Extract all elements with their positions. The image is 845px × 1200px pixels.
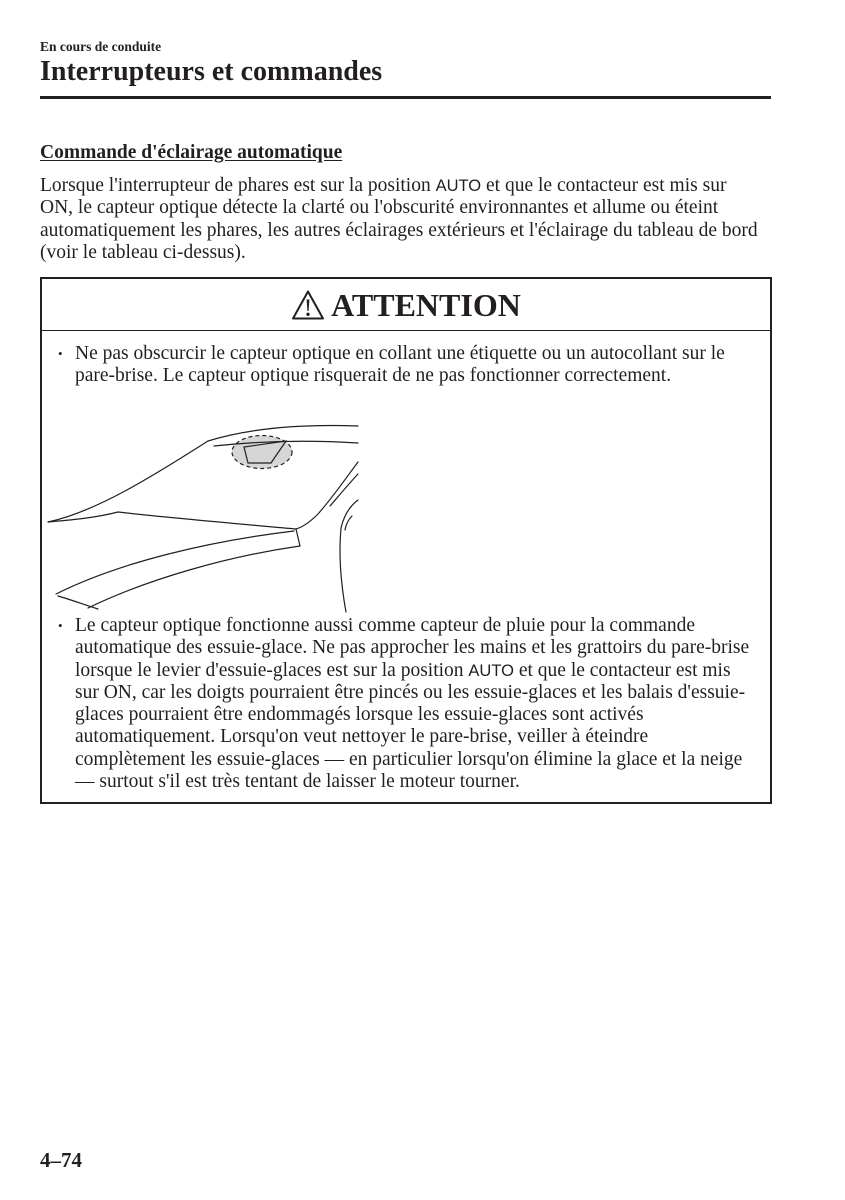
text-run: sur ON, car les doigts pourraient être pincés ou les essuie-glaces et les balais d'essuie- [75,681,746,703]
text-run: glaces pourraient être endommagés lorsque les essuie-glaces sont activés [75,704,644,726]
caution-title: ATTENTION [331,286,521,323]
text-run: ON, le capteur optique détecte la clarté ou l'obscurité environnantes et allume ou éteint [40,197,719,219]
auto-mode-label: AUTO [468,661,514,680]
bullet-line [75,704,749,726]
text-run: (voir le tableau ci-dessus). [40,241,246,263]
bullet-line [75,660,749,682]
text-run: pare-brise. Le capteur optique risquerait de ne pas fonctionner correctement. [75,365,672,387]
text-run: complètement les essuie-glaces — en particulier lorsqu'on élimine la glace et la neige [75,748,743,770]
text-run: automatiquement les phares, les autres éclairages extérieurs et l'éclairage du tableau de bord [40,219,758,241]
text-run: — surtout s'il est très tentant de laisser le moteur tourner. [75,771,520,793]
text-run: et que le contacteur est mis sur [481,175,727,196]
bullet-line [75,615,749,637]
section-paragraph [40,175,758,264]
paragraph-line [40,220,758,242]
bullet-line [75,637,749,659]
page-title: Interrupteurs et commandes [40,56,383,87]
warning-triangle-icon [291,289,325,321]
bullet-line [75,682,749,704]
text-run: lorsque le levier d'essuie-glaces est sur la position [75,659,469,681]
paragraph-line [40,197,758,219]
bullet-line [75,771,749,793]
bullet-line [75,365,725,387]
auto-mode-label: AUTO [435,177,482,195]
paragraph-line [40,242,758,264]
text-run: automatique des essuie-glace. Ne pas approcher les mains et les grattoirs du pare-brise [75,637,750,659]
caution-header [42,279,770,331]
text-run: Lorsque l'interrupteur de phares est sur la position [40,175,436,196]
paragraph-line [40,175,758,197]
caution-item-text [75,343,725,388]
bullet-line [75,749,749,771]
title-rule [40,96,771,99]
caution-item-text [75,615,749,793]
running-head: En cours de conduite [40,39,162,54]
windshield-sensor-illustration [45,405,360,615]
page-number: 4–74 [40,1148,82,1172]
text-run: automatiquement. Lorsqu'on veut nettoyer le pare-brise, veiller à éteindre [75,726,649,748]
bullet-line [75,726,749,748]
bullet-line [75,343,725,365]
bullet-mark: • [58,618,63,633]
caution-box [40,277,772,804]
section-heading: Commande d'éclairage automatique [40,142,343,163]
text-run: Le capteur optique fonctionne aussi comme capteur de pluie pour la commande [75,615,695,636]
bullet-mark: • [58,346,63,361]
text-run: Ne pas obscurcir le capteur optique en collant une étiquette ou un autocollant sur le [75,343,725,364]
text-run: et que le contacteur est mis [513,659,731,681]
